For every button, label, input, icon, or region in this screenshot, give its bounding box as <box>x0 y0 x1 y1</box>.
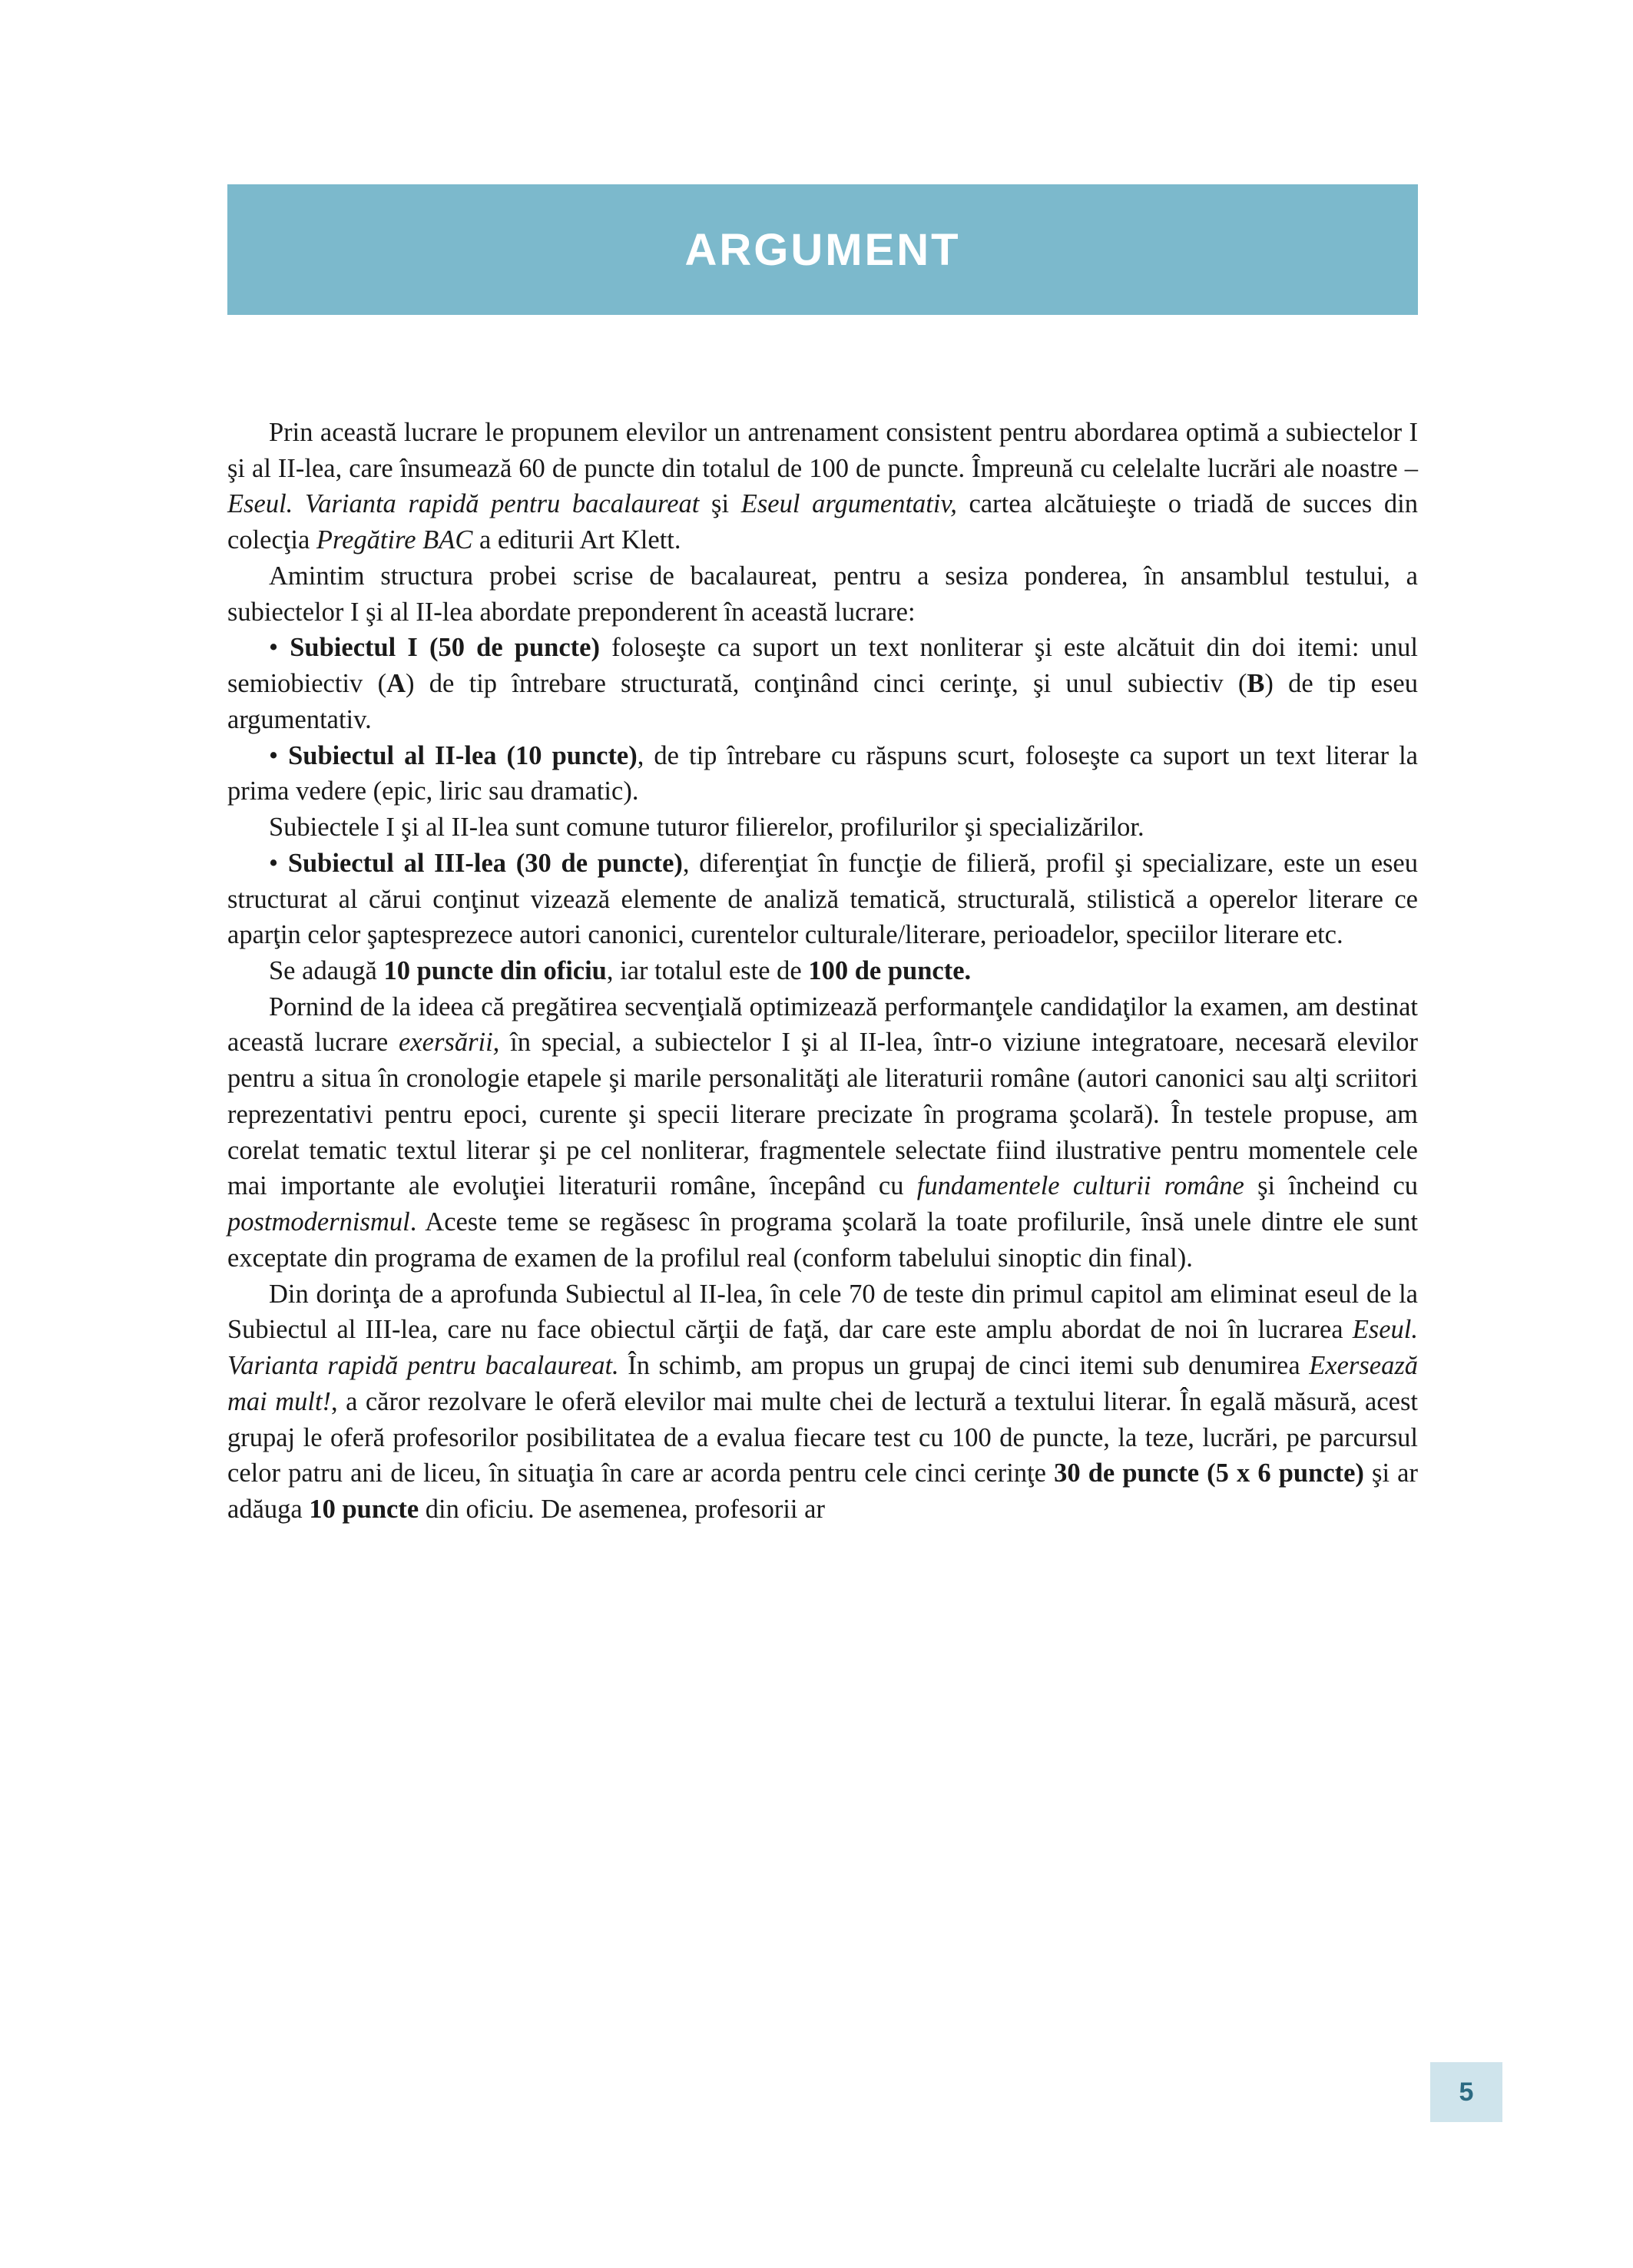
paragraph-points-total <box>227 953 1418 989</box>
paragraph-subiectul-2 <box>227 738 1418 810</box>
label-subiectul-3: Subiectul al III-lea (30 de puncte) <box>287 848 683 878</box>
points-10: 10 puncte <box>309 1495 419 1525</box>
chapter-header-band <box>227 184 1418 315</box>
text-run: În schimb, am propus un grupaj de cinci itemi sub denumirea <box>618 1351 1310 1381</box>
text-run: cartea alcătuieşte o triadă de succes din colecţia <box>227 489 1418 555</box>
text-run: ) de tip eseu argumentativ. <box>227 669 1418 734</box>
points-total: 100 de puncte. <box>808 956 972 986</box>
page-title: ARGUMENT <box>684 224 961 275</box>
bullet-marker: • <box>269 740 289 770</box>
emphasis-exersarii: exersării, <box>399 1028 500 1058</box>
item-label-a: A <box>386 669 406 699</box>
paragraph-structure <box>227 558 1418 630</box>
text-run: , iar totalul este de <box>606 956 809 986</box>
text-run: şi <box>699 489 741 519</box>
book-title-eseul-argumentativ: Eseul argumentativ, <box>740 489 957 519</box>
paragraph-subiectul-3 <box>227 846 1418 953</box>
page-number-box <box>1430 2062 1502 2122</box>
text-run: din oficiu. De asemenea, profesorii ar <box>419 1495 825 1525</box>
book-title-eseul-varianta-2: Eseul. Varianta rapidă pentru bacalaureat. <box>227 1315 1418 1381</box>
text-run: Subiectele I şi al II-lea sunt comune tuturor filierelor, profilurilor şi specializărilor. <box>269 813 1144 843</box>
text-run: Prin această lucrare le propunem elevilor un antrenament consistent pentru abordarea optimă a subiectelor I şi al II-lea, care însumează 60 de puncte din totalul de 100 de puncte. Împreună cu celelalte lucrări ale noastre – <box>227 418 1418 483</box>
text-run: Se adaugă <box>269 956 384 986</box>
paragraph-tests-detail <box>227 1276 1418 1528</box>
bullet-marker: • <box>269 848 288 878</box>
points-30: 30 de puncte (5 x 6 puncte) <box>1054 1458 1364 1488</box>
text-run: în special, a subiectelor I şi al II-lea, într-o viziune integratoare, necesară elevilor pentru a situa în cronologie etapele şi marile personalităţi ale literaturii române (autori canonici sau alţi scriitori reprezentativi pentru epoci, curente şi specii literare precizate în programa şcolară). În testele propuse, am corelat tematic textul literar şi pe cel nonliterar, fragmentele selectate fiind ilustrative pentru momentele cele mai importante ale evoluţiei literaturii române, începând cu <box>227 1028 1419 1201</box>
theme-fundamentele: fundamentele culturii române <box>916 1171 1244 1201</box>
body-text <box>227 415 1418 1528</box>
text-run: şi încheind cu <box>1244 1171 1419 1201</box>
paragraph-common-subjects <box>227 810 1418 846</box>
text-run: , a căror rezolvare le oferă elevilor mai multe chei de lectură a textului literar. În egală măsură, acest grupaj le oferă profesorilor posibilitatea de a evalua fiecare test cu 100 de puncte, la teze, lucrări, pe parcursul celor patru ani de liceu, în situaţia în care ar acorda pentru cele cinci cerinţe <box>227 1386 1419 1488</box>
text-run: Amintim structura probei scrise de bacalaureat, pentru a sesiza ponderea, în ansamblul testului, a subiectelor I şi al II-lea abordate preponderent în această lucrare: <box>227 561 1418 627</box>
points-oficiu: 10 puncte din oficiu <box>383 956 607 986</box>
text-run: foloseşte ca suport un text nonliterar şi este alcătuit din doi itemi: unul semiobiectiv ( <box>227 633 1418 699</box>
item-label-b: B <box>1247 669 1265 699</box>
page-number: 5 <box>1459 2077 1474 2107</box>
label-subiectul-1: Subiectul I (50 de puncte) <box>290 633 600 663</box>
text-run: , de tip întrebare cu răspuns scurt, foloseşte ca suport un text literar la prima vedere (epic, liric sau dramatic). <box>227 740 1418 806</box>
text-run: , diferenţiat în funcţie de filieră, profil şi specializare, este un eseu structurat al cărui conţinut vizează elemente de analiză tematică, structurală, stilistică a operelor literare ce aparţin celor şaptesprezece autori canonici, curentelor culturale/literare, perioadelor, speciilor literare etc. <box>227 848 1418 950</box>
text-run: Din dorinţa de a aprofunda Subiectul al II-lea, în cele 70 de teste din primul capitol am eliminat eseul de la Subiectul al III-lea, care nu face obiectul cărţii de faţă, dar care este amplu abordat de noi în lucrarea <box>227 1279 1418 1345</box>
paragraph-intro <box>227 415 1418 558</box>
text-run: Pornind de la ideea că pregătirea secvenţială optimizează performanţele candidaţilor la examen, am destinat această lucrare <box>227 992 1418 1058</box>
book-title-eseul-varianta: Eseul. Varianta rapidă pentru bacalaureat <box>227 489 700 519</box>
text-run: a editurii Art Klett. <box>472 525 681 555</box>
theme-postmodernismul: postmodernismul <box>227 1207 410 1237</box>
section-name-exerseaza: Exersează mai mult! <box>227 1351 1418 1416</box>
text-run: şi ar adăuga <box>227 1458 1418 1525</box>
collection-name: Pregătire BAC <box>316 525 473 555</box>
paragraph-subiectul-1 <box>227 630 1418 737</box>
text-run: . Aceste teme se regăsesc în programa şcolară la toate profilurile, însă unele dintre ele sunt exceptate din programa de examen de la profilul real (conform tabelului sinoptic din final). <box>227 1207 1418 1273</box>
text-run: ) de tip întrebare structurată, conţinând cinci cerinţe, şi unul subiectiv ( <box>405 669 1247 699</box>
paragraph-methodology <box>227 989 1418 1276</box>
bullet-marker: • <box>269 633 290 663</box>
label-subiectul-2: Subiectul al II-lea (10 puncte) <box>288 740 638 770</box>
